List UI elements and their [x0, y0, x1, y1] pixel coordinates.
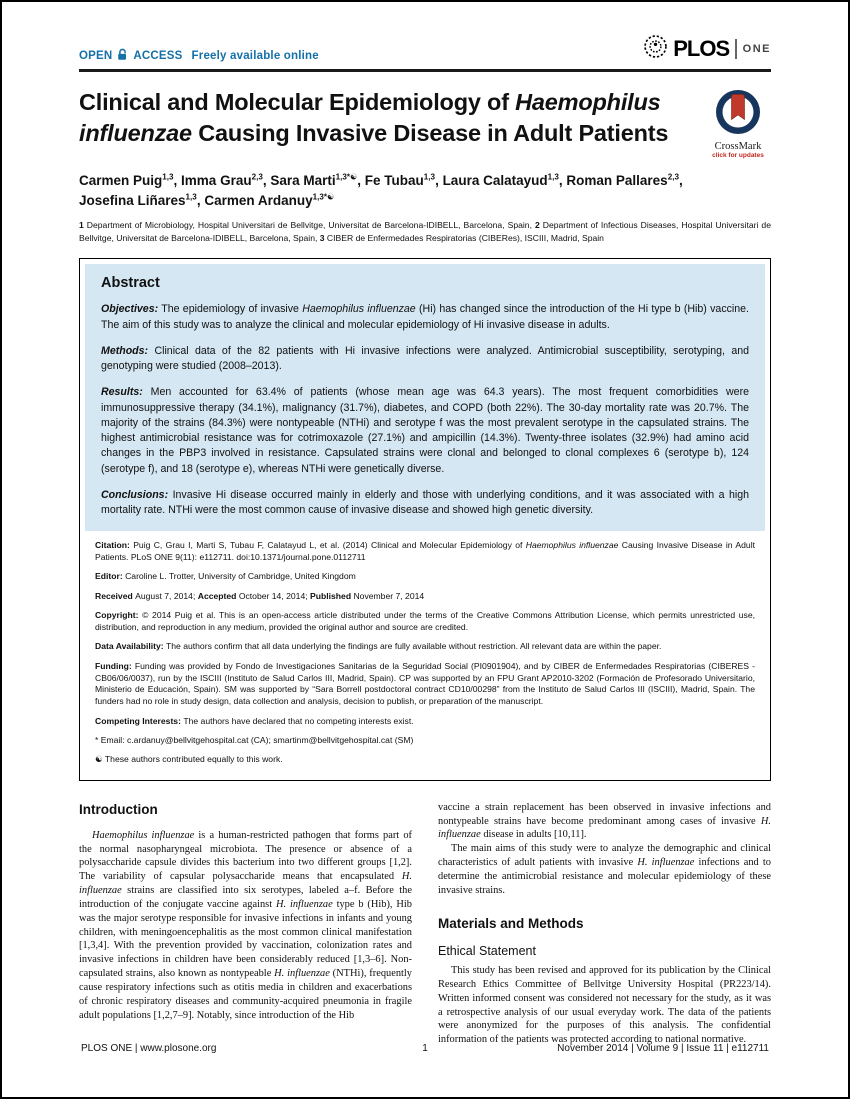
open-label: OPEN: [79, 50, 113, 62]
crossmark-sublabel: click for updates: [712, 151, 764, 159]
affiliations: 1 Department of Microbiology, Hospital Universitari de Bellvitge, Universitat de Barcelona-IDIBELL, Barcelona, Spain, 2 Department of Infectious Diseases, Hospital Universitari de Bellvitge, Universitat de Barcelona-IDIBELL, Barcelona, Spain, 3 CIBER de Enfermedades Respiratorias (CIBERes), ISCIII, Madrid, Spain: [79, 220, 771, 243]
aims-paragraph: The main aims of this study were to analyze the demographic and clinical characteristics of adult patients with invasive H. influenzae infections and to determine the antimicrobial resistance and molecular epidemiology of these invasive strains.: [438, 843, 771, 896]
authors-line-2: Josefina Liñares$^{1,3}$, Carmen Ardanuy$^{1,3*☯}$: [79, 192, 335, 209]
funding-note: Funding: Funding was provided by Fondo de Investigaciones Sanitarias de la Seguridad Social (PI0901904), and by CIBER de Enfermedades Respiratorias (CIBERES - CB06/06/0037), run by the ISCIII (Instituto de Salud Carlos III, Madrid, Spain). CP was supported by an FPU Grant AP2010-3202 (Formación de Profesorado Universitario, Ministerio de Educación, Spain). SM was supported by “Sara Borrell postdoctoral contract CD10/00298” from the Instituto de Salud Carlos III (ISCIII), Madrid, Spain. The funders had no role in study design, data collection and analysis, decision to publish, or preparation of the manuscript.: [95, 660, 755, 707]
abstract-methods: Methods: Clinical data of the 82 patients with Hi invasive infections were analyzed. Antimicrobial susceptibility, serotyping, and genotyping were studied (2008–2013).: [101, 344, 749, 372]
continuation-paragraph: vaccine a strain replacement has been observed in invasive infections and nontypeable strains have become predominant among cases of invasive H. influenzae disease in adults [10,11].: [438, 801, 771, 841]
plos-wordmark: PLOS: [673, 36, 730, 61]
abstract-panel: [85, 264, 765, 531]
authors-line: [79, 171, 771, 213]
plos-one-label: ONE: [742, 43, 771, 55]
materials-methods-heading: Materials and Methods: [438, 915, 584, 931]
copyright-note: Copyright: © 2014 Puig et al. This is an open-access article distributed under the terms of the Creative Commons Attribution License, which permits unrestricted use, distribution, and reproduction in any medium, provided the original author and source are credited.: [95, 610, 755, 633]
left-column: [79, 801, 412, 1047]
abstract-objectives: Objectives: The epidemiology of invasive Haemophilus influenzae (Hi) has changed since the introduction of the Hi type b (Hib) vaccine. The aim of this study was to analyze the clinical and molecular epidemiology of Hi invasive disease in adults.: [101, 303, 750, 331]
article-title: Clinical and Molecular Epidemiology of Haemophilus influenzae Causing Invasive Disease in Adult Patients: [79, 88, 669, 146]
introduction-heading: Introduction: [79, 801, 158, 817]
competing-interests-note: Competing Interests: The authors have declared that no competing interests exist.: [95, 715, 414, 726]
page-footer: [81, 1043, 769, 1054]
header-rule: [79, 69, 771, 72]
abstract-heading: Abstract: [101, 275, 160, 292]
introduction-paragraph: Haemophilus influenzae is a human-restricted pathogen that forms part of the normal nasopharyngeal microbiota. The presence or absence of a polysaccharide capsule divides this bacterium into two different groups [1,2]. The variability of capsular polysaccharide means that encapsulated H. influenzae strains are classified into six serotypes, labeled a–f. Before the introduction of the conjugate vaccine against H. influenzae type b (Hib), Hib was the major serotype responsible for invasive infections in infants and young children, with meningoencephalitis as the most common clinical manifestation [1,3,4]. With the prevention provided by vaccination, colonization rates and invasive infections in children have been considerably reduced [1,3–6]. Non-capsulated strains, also known as nontypeable H. influenzae (NTHi), frequently cause respiratory infections such as otitis media in children and exacerbations of chronic respiratory diseases and community-acquired pneumonia in fragile adult populations [1,2,7–9]. Notably, since introduction of the Hib: [79, 829, 412, 1021]
abstract-results: Results: Men accounted for 63.4% of patients (whose mean age was 64.3 years). The most frequent comorbidities were immunosuppressive therapy (34.1%), malignancy (31.7%), diabetes, and COPD (both 22%). The 30-day mortality rate was 20.7%. The majority of the strains (84.3%) were nontypeable (NTHi) and serotype f was the most prevalent serotype in the capsulated strains. The highest antimicrobial resistance was for cotrimoxazole (27.1%) and ampicillin (14.3%). Twenty-three isolates (32.9%) had amino acid changes in the PBP3 involved in resistance. Capsulated strains were clonal and belonged to clonal complexes 6 (serotype b), 124 (serotype f), and 18 (serotype e), whereas NTHi were genetically diverse.: [101, 386, 749, 475]
footer-issue: November 2014 | Volume 9 | Issue 11 | e112711: [557, 1043, 769, 1054]
data-availability-note: Data Availability: The authors confirm that all data underlying the findings are fully available without restriction. All relevant data are within the paper.: [95, 641, 662, 652]
abstract-conclusions: Conclusions: Invasive Hi disease occurred mainly in elderly and those with underlying conditions, and it was associated with a high mortality rate. NTHi were the most common cause of invasive disease and showed high genetic diversity.: [101, 488, 749, 516]
crossmark-icon: [715, 122, 761, 139]
plos-divider: [735, 39, 737, 59]
authors-line-1: Carmen Puig$^{1,3}$, Imma Grau$^{2,3}$, Sara Marti$^{1,3*☯}$, Fe Tubau$^{1,3}$, Laura Calatayud$^{1,3}$, Roman Pallares$^{2,3}$,: [79, 172, 683, 188]
editor-note: Editor: Caroline L. Trotter, University of Cambridge, United Kingdom: [95, 571, 356, 582]
citation-note: Citation: Puig C, Grau I, Marti S, Tubau F, Calatayud L, et al. (2014) Clinical and Molecular Epidemiology of Haemophilus influenzae Causing Invasive Disease in Adult Patients. PLoS ONE 9(11): e112711. doi:10.1371/journal.pone.0112711: [95, 540, 756, 563]
open-access-badge: [79, 48, 319, 64]
ethical-statement-heading: Ethical Statement: [438, 943, 536, 958]
plos-logo: [643, 34, 771, 64]
metadata-section: [85, 531, 765, 775]
dates-note: Received August 7, 2014; Accepted October 14, 2014; Published November 7, 2014: [95, 590, 425, 601]
open-lock-icon: [116, 48, 129, 64]
plos-icon: [643, 34, 668, 64]
footer-journal: PLOS ONE | www.plosone.org: [81, 1043, 217, 1054]
crossmark-badge[interactable]: [705, 87, 771, 159]
ethical-statement-paragraph: This study has been revised and approved for its publication by the Clinical Research Ethics Committee of Bellvitge University Hospital (PR223/14). Written informed consent was considered not necessary for the study, as it was a retrospective analysis of our usual everyday work. The data of the patients were anonymized for the purposes of this analysis. The confidential information of the patients was protected according to national normative.: [438, 965, 771, 1046]
body-columns: [79, 801, 771, 1047]
footer-page-number: 1: [422, 1043, 428, 1054]
email-note: * Email: c.ardanuy@bellvitgehospital.cat (CA); smartinm@bellvitgehospital.cat (SM): [95, 735, 414, 746]
crossmark-label: CrossMark: [714, 140, 762, 152]
equal-contribution-note: ☯ These authors contributed equally to this work.: [95, 754, 283, 765]
page-header: [79, 34, 771, 64]
abstract-metadata-box: [79, 258, 771, 781]
access-label: ACCESS: [133, 50, 183, 62]
open-access-tagline: Freely available online: [191, 50, 319, 62]
right-column: [438, 801, 771, 1047]
